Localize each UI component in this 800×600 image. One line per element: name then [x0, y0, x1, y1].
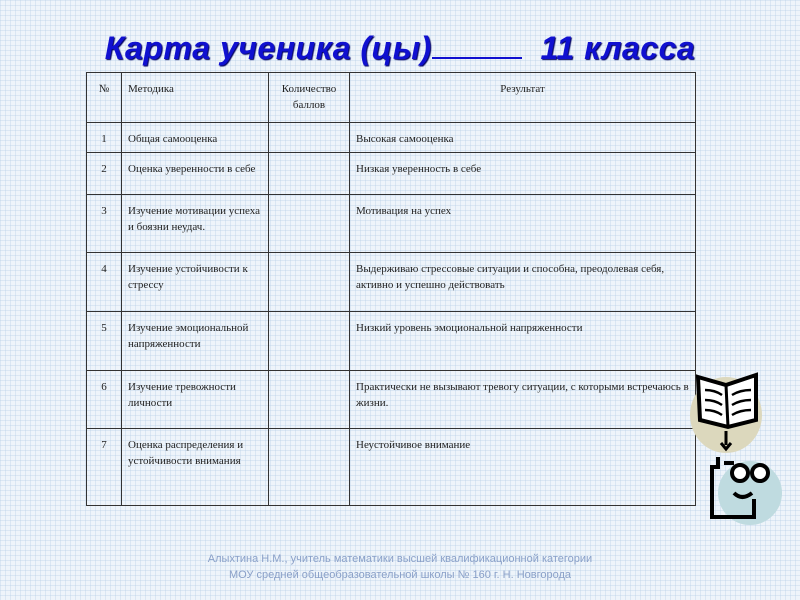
row-number: 2 — [87, 153, 122, 195]
row-number: 3 — [87, 195, 122, 253]
title-grade: 11 класса — [540, 30, 696, 66]
row-method: Изучение мотивации успеха и боязни неудач. — [122, 195, 269, 253]
row-score — [269, 253, 350, 312]
footer-school: МОУ средней общеобразовательной школы № 160 г. Н. Новгорода — [228, 569, 572, 581]
row-score — [269, 429, 350, 506]
title-text: Карта ученика (цы) — [104, 30, 432, 66]
row-method: Изучение устойчивости к стрессу — [122, 253, 269, 312]
header-number: № — [87, 73, 122, 123]
table-row — [87, 123, 696, 153]
table-row — [87, 195, 696, 253]
student-table — [86, 72, 696, 506]
row-result: Низкий уровень эмоциональной напряженности — [350, 312, 696, 371]
row-number: 1 — [87, 123, 122, 153]
page-title — [0, 30, 800, 67]
row-method: Оценка распределения и устойчивости внимания — [122, 429, 269, 506]
row-number: 5 — [87, 312, 122, 371]
header-result: Результат — [350, 73, 696, 123]
row-number: 7 — [87, 429, 122, 506]
table-row — [87, 371, 696, 429]
table-row — [87, 253, 696, 312]
table-row — [87, 429, 696, 506]
row-result: Выдерживаю стрессовые ситуации и способна, преодолевая себя, активно и успешно действовать — [350, 253, 696, 312]
title-blank — [432, 31, 522, 59]
row-number: 6 — [87, 371, 122, 429]
row-score — [269, 123, 350, 153]
row-score — [269, 195, 350, 253]
table-row — [87, 153, 696, 195]
row-method: Оценка уверенности в себе — [122, 153, 269, 195]
row-number: 4 — [87, 253, 122, 312]
row-score — [269, 371, 350, 429]
row-method: Изучение тревожности личности — [122, 371, 269, 429]
table-header-row — [87, 73, 696, 123]
row-score — [269, 153, 350, 195]
row-method: Общая самооценка — [122, 123, 269, 153]
row-result: Высокая самооценка — [350, 123, 696, 153]
header-method: Методика — [122, 73, 269, 123]
book-reader-icon — [688, 365, 788, 530]
row-score — [269, 312, 350, 371]
row-result: Практически не вызывают тревогу ситуации, с которыми встречаюсь в жизни. — [350, 371, 696, 429]
row-result: Неустойчивое внимание — [350, 429, 696, 506]
table-row — [87, 312, 696, 371]
header-score: Количество баллов — [269, 73, 350, 123]
footer — [0, 551, 800, 583]
row-method: Изучение эмоциональной напряженности — [122, 312, 269, 371]
row-result: Мотивация на успех — [350, 195, 696, 253]
row-result: Низкая уверенность в себе — [350, 153, 696, 195]
footer-author: Алыхтина Н.М., учитель математики высшей квалификационной категории — [207, 553, 593, 565]
